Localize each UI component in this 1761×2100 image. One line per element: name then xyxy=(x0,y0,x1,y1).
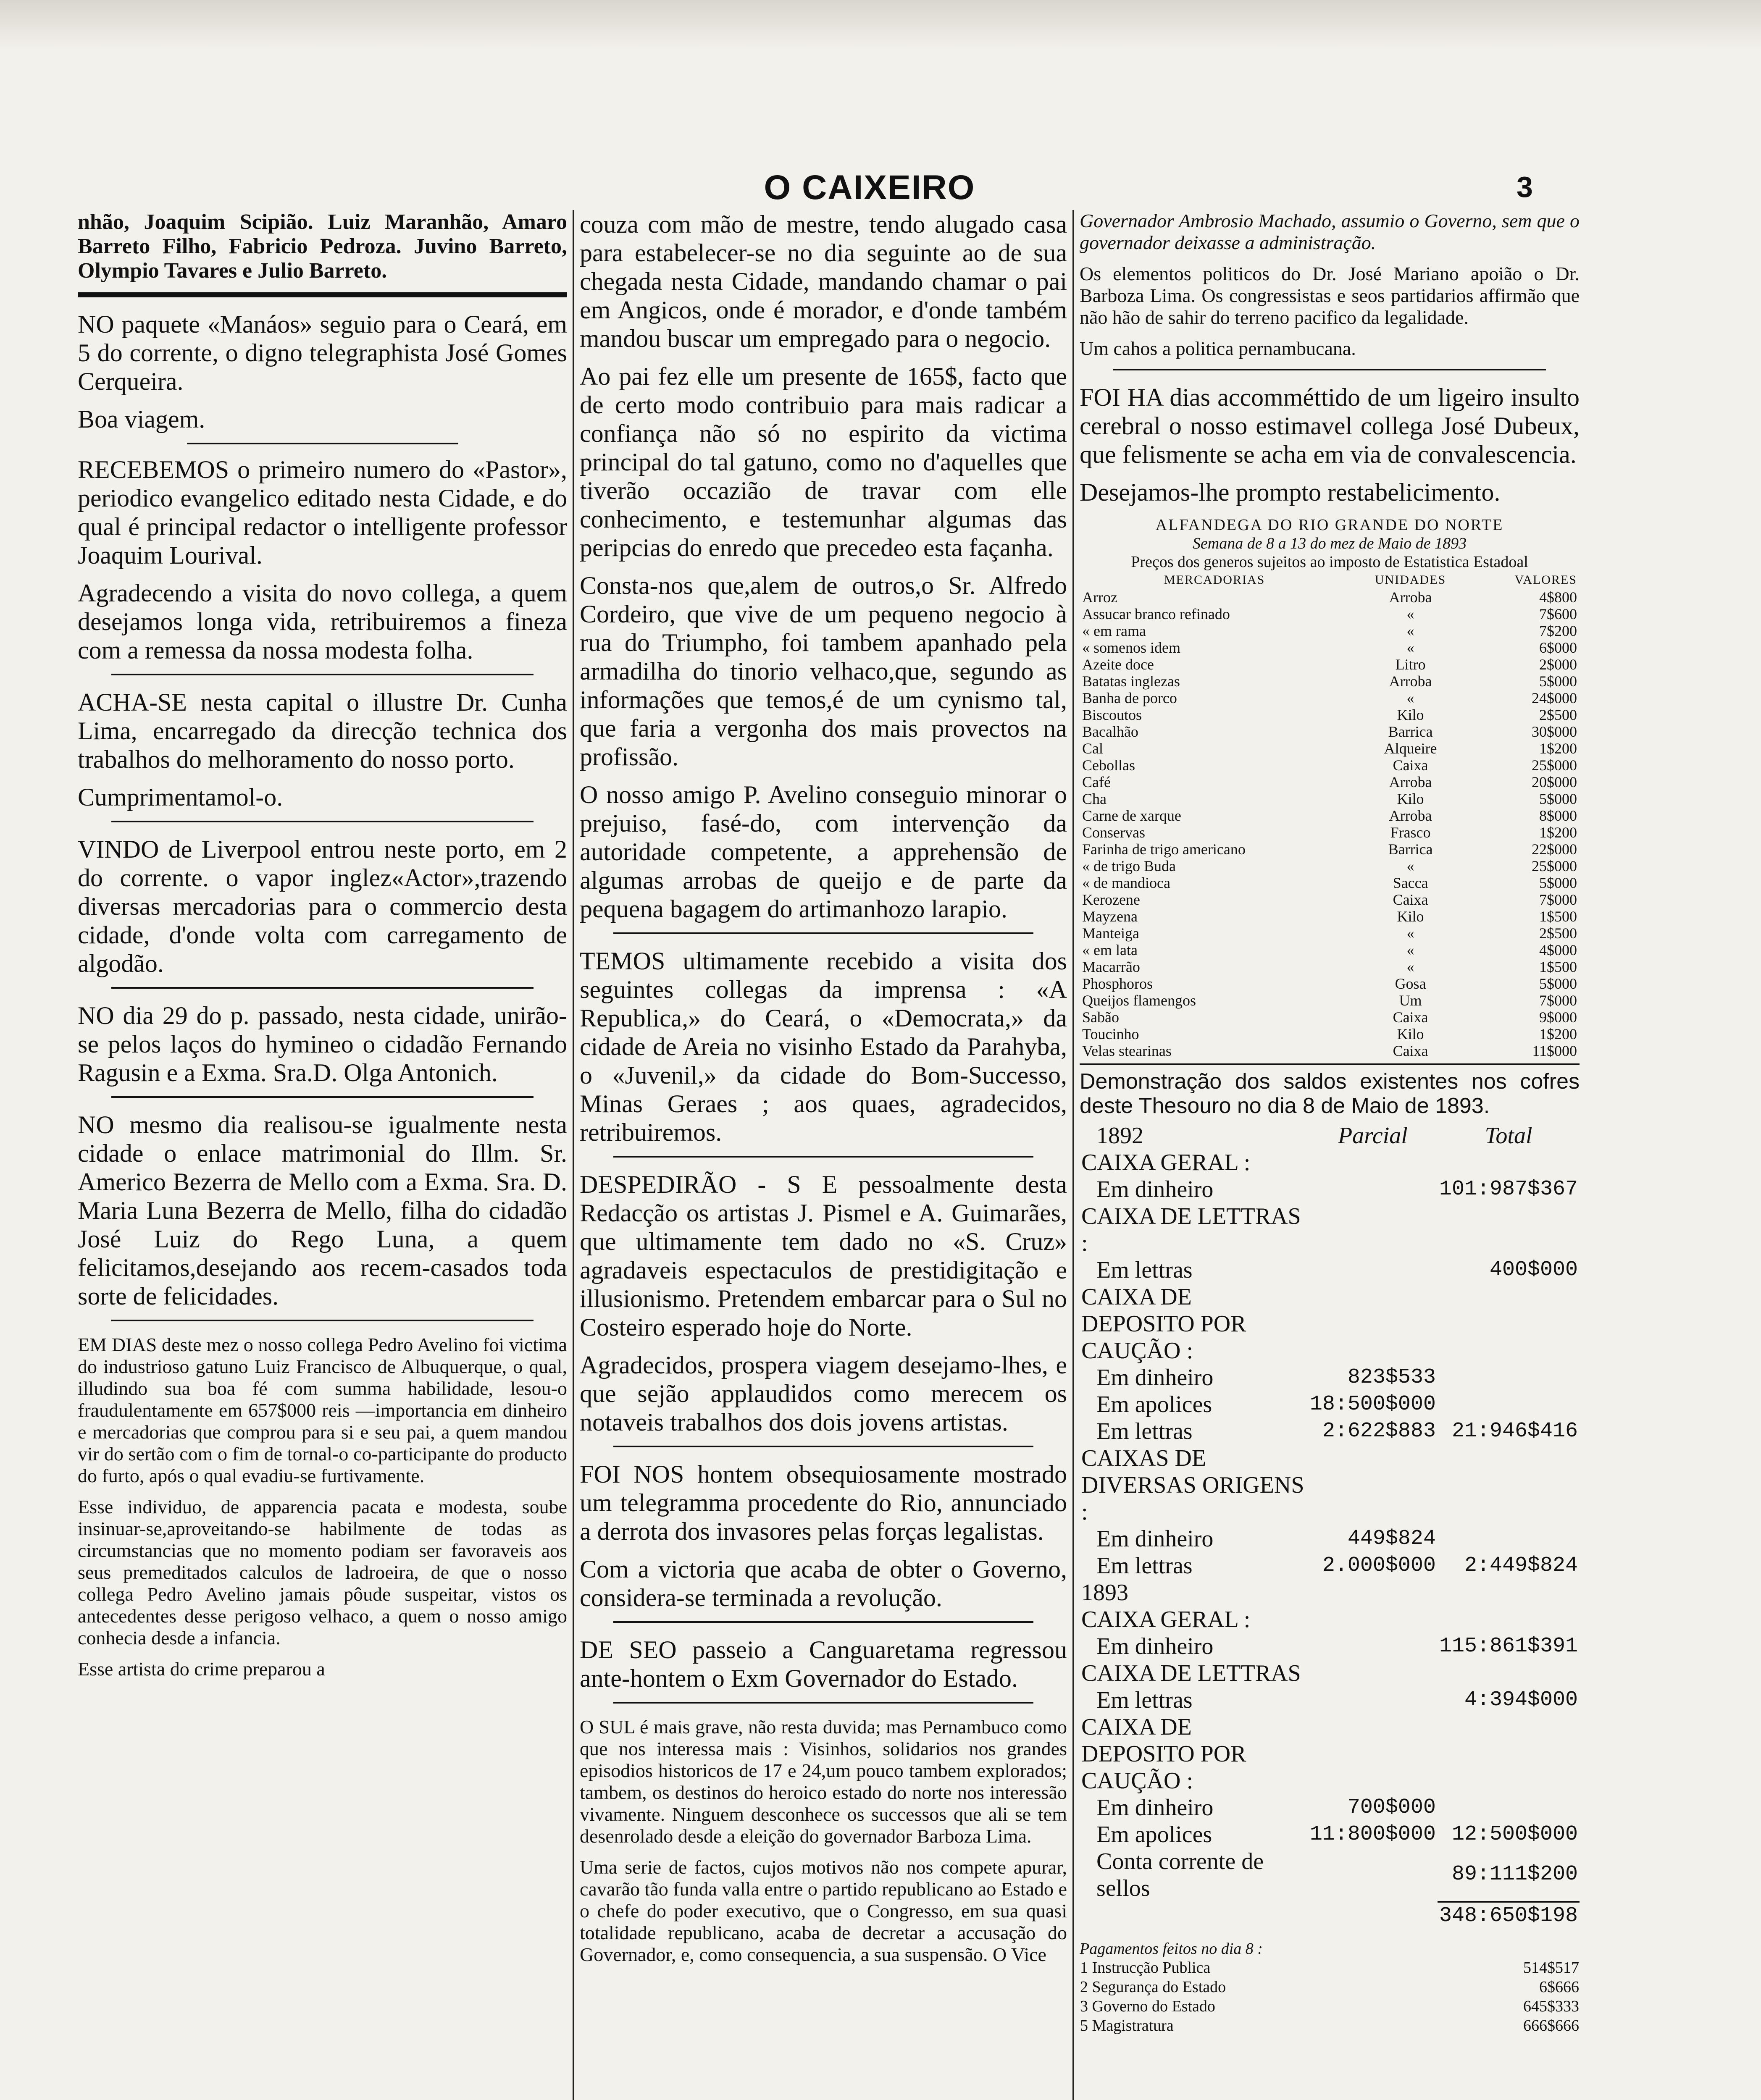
partial-value xyxy=(1308,1149,1438,1176)
unit-cell: Kilo xyxy=(1397,908,1424,925)
table-row xyxy=(1080,925,1580,942)
value-cell: 1$500 xyxy=(1539,958,1577,975)
account-line: Em dinheiro xyxy=(1096,1365,1214,1391)
total-value xyxy=(1438,1525,1580,1552)
unit-cell: Sacca xyxy=(1393,874,1428,891)
account-heading: CAIXA DE LETTRAS xyxy=(1081,1660,1301,1686)
value-cell: 25$000 xyxy=(1532,757,1577,774)
news-item: Os elementos politicos do Dr. José Mariano apoião o Dr. Barboza Lima. Os congressistas e seos partidarios affirmão que não hão de sahir do terreno pacifico da legalidade. xyxy=(1080,263,1580,328)
news-item: VINDO de Liverpool entrou neste porto, em 2 do corrente. o vapor inglez«Actor»,trazendo diversas mercadorias para o commercio desta cidade, d'onde volta com carregamento de algodão. xyxy=(78,835,567,977)
merchandise-cell: « de mandioca xyxy=(1082,874,1170,891)
table-row xyxy=(1080,824,1580,841)
unit-cell: Caixa xyxy=(1393,1009,1428,1026)
table-row xyxy=(1080,622,1580,639)
column-3 xyxy=(1080,210,1580,2100)
merchandise-cell: Farinha de trigo americano xyxy=(1082,841,1246,858)
news-item: O SUL é mais grave, não resta duvida; mas Pernambuco como que nos interessa mais : Visinhos, solidarios nos grandes episodios historicos de 17 e 24,um pouco tambem explorados; tambem, os destinos do heroico estado do norte nos interessão vivamente. Ninguem desconhece os successos que ali se tem desenrolado desde a eleição do governador Barboza Lima. xyxy=(580,1716,1067,1847)
table-row xyxy=(1080,1257,1580,1284)
table-row xyxy=(1080,1660,1580,1687)
unit-cell: Frasco xyxy=(1390,824,1431,841)
news-item: Esse individuo, de apparencia pacata e modesta, soube insinuar-se,aproveitando-se habilmente de todas as circumstancias que no momento podiam ser favoraveis aos seus premeditados calculos de ladroeira, de que o nosso collega Pedro Avelino jamais pôude suspeitar, vistos os antecedentes desse perigoso velhaco, a quem o nosso amigo conhecia desde a infancia. xyxy=(78,1496,567,1648)
news-item: Esse artista do crime preparou a xyxy=(78,1658,325,1680)
table-row xyxy=(1080,639,1580,656)
value-cell: 1$200 xyxy=(1539,824,1577,841)
table-row xyxy=(1080,1042,1580,1059)
unit-cell: Arroba xyxy=(1389,673,1432,690)
total-value: 4:394$000 xyxy=(1464,1688,1578,1712)
news-item: DE SEO passeio a Canguaretama regressou ante-hontem o Exm Governador do Estado. xyxy=(580,1636,1067,1692)
merchandise-cell: Biscoutos xyxy=(1082,706,1142,723)
value-cell: 7$000 xyxy=(1539,992,1577,1009)
grand-total: 348:650$198 xyxy=(1438,1902,1580,1929)
news-item: EM DIAS deste mez o nosso collega Pedro Avelino foi victima do industrioso gatuno Luiz Francisco de Albuquerque, o qual, illudindo sua boa fé com summa habilidade, lesou-o fraudulentamente em 657$000 reis —importancia em dinheiro e mercadorias que comprou para si e seu pai, a quem mandou vir do sertão com o fim de tornal-o co-participante do producto do furto, após o qual evadiu-se furtivamente. xyxy=(78,1334,567,1486)
small-print-article xyxy=(78,1334,567,1680)
unit-cell: Barrica xyxy=(1388,841,1433,858)
unit-cell: « xyxy=(1406,690,1414,706)
merchandise-cell: Conservas xyxy=(1082,824,1145,841)
table-row xyxy=(1080,1977,1580,1997)
year-label: 1892 xyxy=(1096,1123,1143,1149)
payment-label: 2 Segurança do Estado xyxy=(1080,1978,1226,1996)
value-cell: 24$000 xyxy=(1532,690,1577,706)
news-item: ACHA-SE nesta capital o illustre Dr. Cunha Lima, encarregado da direcção technica dos trabalhos do melhoramento do nosso porto. xyxy=(78,688,567,773)
partial-value xyxy=(1308,1660,1438,1687)
partial-value xyxy=(1308,1687,1438,1714)
table-row xyxy=(1080,1794,1580,1821)
merchandise-cell: « em rama xyxy=(1082,622,1146,639)
account-line: Em apolices xyxy=(1096,1822,1212,1848)
merchandise-cell: Bacalhão xyxy=(1082,723,1138,740)
total-value: 12:500$000 xyxy=(1451,1822,1578,1846)
merchandise-cell: Banha de porco xyxy=(1082,690,1177,706)
merchandise-cell: Cal xyxy=(1082,740,1103,757)
payment-value: 6$666 xyxy=(1539,1978,1579,1996)
account-line: Em lettras xyxy=(1096,1257,1193,1283)
news-item: Ao pai fez elle um presente de 165$, facto que de certo modo contribuio para mais radicar a confiança não só no espirito da victima principal do tal gatuno, como no d'aquelles que tiverão occazião de travar com elle conhecimento, e testemunhar algumas das peripcias do enredo que precedeo esta façanha. xyxy=(580,362,1067,562)
table-row xyxy=(1080,874,1580,891)
news-item: Consta-nos que,alem de outros,o Sr. Alfredo Cordeiro, que vive de um pequeno negocio à rua do Triumpho, foi tambem apanhado pela armadilha do tinorio velhaco,que, segundo as informações que temos,é de um cynismo tal, que faria a vergonha dos mais provectos na profissão. xyxy=(580,572,1067,771)
total-value: 2:449$824 xyxy=(1464,1554,1578,1578)
value-cell: 7$600 xyxy=(1539,606,1577,622)
merchandise-cell: Sabão xyxy=(1082,1009,1119,1026)
partial-value xyxy=(1308,1579,1438,1606)
value-cell: 7$200 xyxy=(1539,622,1577,639)
partial-value: 2:622$883 xyxy=(1322,1419,1436,1443)
total-value: 21:946$416 xyxy=(1451,1419,1578,1443)
table-row xyxy=(1080,1418,1580,1445)
account-line: Em apolices xyxy=(1096,1391,1212,1418)
unit-cell: Gosa xyxy=(1395,975,1426,992)
page-top-edge xyxy=(0,0,1761,50)
value-cell: 8$000 xyxy=(1539,807,1577,824)
account-heading: CAIXA GERAL : xyxy=(1081,1606,1251,1633)
table-row xyxy=(1080,975,1580,992)
news-item: NO mesmo dia realisou-se igualmente nesta cidade o enlace matrimonial do Illm. Sr. Americo Bezerra de Mello com a Exma. Sra. D. Maria Luna Bezerra de Mello, filha do cidadão José Luiz do Rego Luna, a quem felicitamos,desejando aos recem-casados toda sorte de felicidades. xyxy=(78,1111,567,1310)
balance-title: Demonstração dos saldos existentes nos cofres deste Thesouro no dia 8 de Maio de 1893. xyxy=(1080,1069,1580,1118)
column-header: Parcial xyxy=(1338,1123,1408,1149)
unit-cell: Kilo xyxy=(1397,706,1424,723)
newspaper-title: O CAIXEIRO xyxy=(764,168,975,207)
value-cell: 5$000 xyxy=(1539,673,1577,690)
value-cell: 9$000 xyxy=(1539,1009,1577,1026)
article-fragment: nhão, Joaquim Scipião. Luiz Maranhão, Amaro Barreto Filho, Fabricio Pedroza. Juvino Barreto, Olympio Tavares e Julio Barreto. xyxy=(78,210,567,283)
table-row xyxy=(1080,606,1580,622)
merchandise-cell: Toucinho xyxy=(1082,1026,1139,1042)
value-cell: 2$000 xyxy=(1539,656,1577,673)
news-item: Boa viagem. xyxy=(78,405,205,433)
account-heading: CAIXA DE DEPOSITO POR CAUÇÃO : xyxy=(1081,1284,1246,1364)
unit-cell: Litro xyxy=(1395,656,1426,673)
news-item: couza com mão de mestre, tendo alugado casa para estabelecer-se no dia seguinte ao de sua chegada nesta Cidade, mandando chamar o pai em Angicos, onde é morador, e d'onde também mandou buscar um empregado para o negocio. xyxy=(580,210,1067,352)
total-value xyxy=(1438,1606,1580,1633)
table-row xyxy=(1080,1714,1580,1794)
table-row xyxy=(1080,942,1580,958)
account-heading: CAIXA DE LETTRAS : xyxy=(1081,1203,1301,1256)
table-row xyxy=(1080,1009,1580,1026)
partial-value: 2.000$000 xyxy=(1322,1554,1436,1578)
payments-section xyxy=(1080,1940,1580,2035)
news-item: NO paquete «Manáos» seguio para o Ceará, em 5 do corrente, o digno telegraphista José Gomes Cerqueira. xyxy=(78,310,567,395)
unit-cell: Arroba xyxy=(1389,807,1432,824)
payments-table xyxy=(1080,1958,1580,2035)
column-2 xyxy=(580,210,1067,2100)
partial-value xyxy=(1308,1284,1438,1364)
table-row xyxy=(1080,908,1580,925)
merchandise-cell: Batatas inglezas xyxy=(1082,673,1180,690)
merchandise-cell: Café xyxy=(1082,774,1111,790)
merchandise-cell: Phosphoros xyxy=(1082,975,1153,992)
unit-cell: Barrica xyxy=(1388,723,1433,740)
table-row xyxy=(1080,1606,1580,1633)
divider xyxy=(1113,369,1546,370)
table-row xyxy=(1080,958,1580,975)
payment-value: 514$517 xyxy=(1523,1959,1579,1977)
partial-value xyxy=(1308,1714,1438,1794)
table-row xyxy=(1080,740,1580,757)
total-value: 400$000 xyxy=(1489,1258,1578,1282)
table-row xyxy=(1080,1364,1580,1391)
article-fragment: Governador Ambrosio Machado, assumio o Governo, sem que o governador deixasse a administração. xyxy=(1080,210,1580,253)
total-value xyxy=(1438,1579,1580,1606)
news-item: FOI HA dias accomméttido de um ligeiro insulto cerebral o nosso estimavel collega José Dubeux, que felismente se acha em via de convalescencia. xyxy=(1080,383,1580,468)
table-row xyxy=(1080,1176,1580,1203)
table-row xyxy=(1080,1579,1580,1606)
merchandise-cell: Queijos flamengos xyxy=(1082,992,1196,1009)
merchandise-cell: Carne de xarque xyxy=(1082,807,1181,824)
news-item: Uma serie de factos, cujos motivos não nos compete apurar, cavarão tão funda valla entre o partido republicano ao Estado e o chefe do poder executivo, que o Congresso, em sua quasi totalidade republicano, acaba de decretar a accusação do Governador, e, como consequencia, a sua suspensão. O Vice xyxy=(580,1856,1067,1965)
value-cell: 7$000 xyxy=(1539,891,1577,908)
value-cell: 11$000 xyxy=(1532,1042,1577,1059)
value-cell: 1$200 xyxy=(1539,1026,1577,1042)
unit-cell: Arroba xyxy=(1389,774,1432,790)
divider xyxy=(613,1156,1033,1158)
total-value: 101:987$367 xyxy=(1439,1177,1578,1201)
table-row xyxy=(1080,1821,1580,1848)
table-row xyxy=(1080,891,1580,908)
value-cell: 20$000 xyxy=(1532,774,1577,790)
partial-value xyxy=(1308,1445,1438,1525)
total-value: 115:861$391 xyxy=(1439,1634,1578,1658)
news-item: Um cahos a politica pernambucana. xyxy=(1080,338,1356,359)
payment-label: 3 Governo do Estado xyxy=(1080,1998,1215,2015)
balance-table xyxy=(1080,1122,1580,1929)
partial-value xyxy=(1308,1203,1438,1257)
total-value xyxy=(1438,1794,1580,1821)
table-row xyxy=(1080,690,1580,706)
news-item: O nosso amigo P. Avelino conseguio minorar o prejuiso, fasé-do, com intervenção da autoridade competente, a apprehensão de algumas arrobas de queijo e de parte da pequena bagagem do artimanhozo larapio. xyxy=(580,781,1067,923)
price-table xyxy=(1080,571,1580,1059)
account-heading: CAIXA DE DEPOSITO POR CAUÇÃO : xyxy=(1081,1714,1246,1794)
divider xyxy=(1080,1063,1580,1065)
table-caption: Preços dos generos sujeitos ao imposto de Estatistica Estadoal xyxy=(1131,553,1528,571)
value-cell: 5$000 xyxy=(1539,975,1577,992)
unit-cell: « xyxy=(1406,925,1414,942)
column-header: Total xyxy=(1485,1123,1532,1149)
small-print-article xyxy=(580,1716,1067,1966)
unit-cell: Kilo xyxy=(1397,1026,1424,1042)
table-row xyxy=(1080,589,1580,606)
table-row xyxy=(1080,1149,1580,1176)
page-number: 3 xyxy=(1517,171,1533,203)
table-row xyxy=(1080,1445,1580,1525)
table-row xyxy=(1080,790,1580,807)
table-row xyxy=(1080,1026,1580,1042)
partial-value xyxy=(1308,1633,1438,1660)
unit-cell: Caixa xyxy=(1393,891,1428,908)
table-row xyxy=(1080,1958,1580,1977)
merchandise-cell: Arroz xyxy=(1082,589,1117,606)
table-row xyxy=(1080,1997,1580,2016)
partial-value: 449$824 xyxy=(1347,1527,1436,1551)
payment-label: 1 Instrucção Publica xyxy=(1080,1959,1211,1977)
table-row xyxy=(1080,1391,1580,1418)
table-row xyxy=(1080,807,1580,824)
value-cell: 4$000 xyxy=(1539,942,1577,958)
account-line: Em dinheiro xyxy=(1096,1633,1214,1659)
account-heading: 1893 xyxy=(1081,1580,1128,1606)
account-line: Em lettras xyxy=(1096,1687,1193,1713)
divider xyxy=(111,821,534,822)
partial-value xyxy=(1308,1848,1438,1902)
divider xyxy=(613,1446,1033,1447)
news-item: Com a victoria que acaba de obter o Governo, considera-se terminada a revolução. xyxy=(580,1555,1067,1612)
total-value xyxy=(1438,1714,1580,1794)
table-subtitle: Semana de 8 a 13 do mez de Maio de 1893 xyxy=(1192,535,1467,552)
unit-cell: Caixa xyxy=(1393,1042,1428,1059)
account-line: Em dinheiro xyxy=(1096,1176,1214,1202)
divider xyxy=(187,443,458,444)
unit-cell: « xyxy=(1406,858,1414,874)
unit-cell: « xyxy=(1406,622,1414,639)
partial-value: 700$000 xyxy=(1347,1796,1436,1819)
payment-value: 645$333 xyxy=(1523,1998,1579,2015)
table-row xyxy=(1080,2016,1580,2035)
total-value xyxy=(1438,1660,1580,1687)
unit-cell: « xyxy=(1406,942,1414,958)
total-value xyxy=(1438,1149,1580,1176)
merchandise-cell: Mayzena xyxy=(1082,908,1138,925)
column-header: UNIDADES xyxy=(1375,573,1446,587)
divider xyxy=(78,292,567,297)
unit-cell: « xyxy=(1406,606,1414,622)
table-row xyxy=(1080,706,1580,723)
table-row xyxy=(1080,1848,1580,1902)
merchandise-cell: Manteiga xyxy=(1082,925,1139,942)
merchandise-cell: « em lata xyxy=(1082,942,1138,958)
merchandise-cell: Azeite doce xyxy=(1082,656,1154,673)
news-item: Agradecendo a visita do novo collega, a quem desejamos longa vida, retribuiremos a fineza com a remessa da nossa modesta folha. xyxy=(78,579,567,664)
total-value xyxy=(1438,1203,1580,1257)
news-item: DESPEDIRÃO - S E pessoalmente desta Redacção os artistas J. Pismel e A. Guimarães, que ultimamente tem dado no «S. Cruz» agradaveis espectaculos de prestidigitação e illusionismo. Pretendem embarcar para o Sul no Costeiro esperado hoje do Norte. xyxy=(580,1171,1067,1341)
account-line: Em lettras xyxy=(1096,1418,1193,1444)
divider xyxy=(613,932,1033,934)
unit-cell: Alqueire xyxy=(1384,740,1437,757)
value-cell: 5$000 xyxy=(1539,790,1577,807)
account-line: Em dinheiro xyxy=(1096,1526,1214,1552)
payment-label: 5 Magistratura xyxy=(1080,2017,1174,2034)
news-item: FOI NOS hontem obsequiosamente mostrado um telegramma procedente do Rio, annunciado a derrota dos invasores pelas forças legalistas. xyxy=(580,1460,1067,1545)
value-cell: 22$000 xyxy=(1532,841,1577,858)
customs-price-table xyxy=(1080,516,1580,1059)
table-row xyxy=(1080,1633,1580,1660)
payments-title: Pagamentos feitos no dia 8 : xyxy=(1080,1940,1263,1958)
merchandise-cell: Macarrão xyxy=(1082,958,1140,975)
value-cell: 4$800 xyxy=(1539,589,1577,606)
merchandise-cell: « somenos idem xyxy=(1082,639,1180,656)
value-cell: 30$000 xyxy=(1532,723,1577,740)
table-row xyxy=(1080,757,1580,774)
payment-value: 666$666 xyxy=(1523,2017,1579,2034)
news-item: Cumprimentamol-o. xyxy=(78,783,283,811)
news-item: NO dia 29 do p. passado, nesta cidade, unirão-se pelos laços do hymineo o cidadão Fernando Ragusin e a Exma. Sra.D. Olga Antonich. xyxy=(78,1002,567,1087)
value-cell: 1$500 xyxy=(1539,908,1577,925)
account-heading: CAIXAS DE DIVERSAS ORIGENS : xyxy=(1081,1445,1304,1525)
divider xyxy=(613,1621,1033,1623)
divider xyxy=(111,1320,534,1321)
value-cell: 1$200 xyxy=(1539,740,1577,757)
column-rule xyxy=(573,210,574,2100)
partial-value xyxy=(1308,1176,1438,1203)
partial-value: 823$533 xyxy=(1347,1365,1436,1389)
table-row xyxy=(1080,1552,1580,1579)
merchandise-cell: « de trigo Buda xyxy=(1082,858,1176,874)
total-value xyxy=(1438,1364,1580,1391)
column-header: VALORES xyxy=(1514,573,1577,587)
news-item: Desejamos-lhe prompto restabelicimento. xyxy=(1080,478,1501,506)
column-rule xyxy=(1072,210,1074,2100)
divider xyxy=(111,987,534,989)
value-cell: 2$500 xyxy=(1539,706,1577,723)
divider xyxy=(613,1702,1033,1704)
merchandise-cell: Assucar branco refinado xyxy=(1082,606,1230,622)
merchandise-cell: Kerozene xyxy=(1082,891,1140,908)
table-row xyxy=(1080,1284,1580,1364)
total-value xyxy=(1438,1391,1580,1418)
value-cell: 2$500 xyxy=(1539,925,1577,942)
news-item: Agradecidos, prospera viagem desejamo-lhes, e que sejão applaudidos como merecem os notaveis trabalhos dos dois jovens artistas. xyxy=(580,1351,1067,1436)
divider xyxy=(111,1096,534,1098)
table-title: ALFANDEGA DO RIO GRANDE DO NORTE xyxy=(1155,516,1504,534)
value-cell: 5$000 xyxy=(1539,874,1577,891)
divider xyxy=(111,674,534,675)
table-row xyxy=(1080,858,1580,874)
account-heading: CAIXA GERAL : xyxy=(1081,1150,1251,1176)
merchandise-cell: Cha xyxy=(1082,790,1107,807)
value-cell: 25$000 xyxy=(1532,858,1577,874)
partial-value: 18:500$000 xyxy=(1309,1392,1436,1416)
news-item: TEMOS ultimamente recebido a visita dos seguintes collegas da imprensa : «A Republica,» do Ceará, o «Democrata,» da cidade de Areia no visinho Estado da Parahyba, o «Juvenil,» da cidade do Bom-Successo, Minas Geraes ; aos quaes, agradecidos, retribuiremos. xyxy=(580,947,1067,1146)
table-row xyxy=(1080,723,1580,740)
unit-cell: Arroba xyxy=(1389,589,1432,606)
table-row xyxy=(1080,656,1580,673)
unit-cell: « xyxy=(1406,639,1414,656)
partial-value xyxy=(1308,1257,1438,1284)
merchandise-cell: Velas stearinas xyxy=(1082,1042,1172,1059)
total-value xyxy=(1438,1445,1580,1525)
account-line: Em dinheiro xyxy=(1096,1795,1214,1821)
column-1 xyxy=(78,210,567,2100)
account-line: Conta corrente de sellos xyxy=(1096,1848,1264,1901)
table-row xyxy=(1080,841,1580,858)
total-value: 89:111$200 xyxy=(1451,1862,1578,1886)
unit-cell: Um xyxy=(1399,992,1422,1009)
value-cell: 6$000 xyxy=(1539,639,1577,656)
news-item: RECEBEMOS o primeiro numero do «Pastor», periodico evangelico editado nesta Cidade, e do qual é principal redactor o intelligente professor Joaquim Lourival. xyxy=(78,456,567,569)
table-row xyxy=(1080,774,1580,790)
table-row xyxy=(1080,1203,1580,1257)
merchandise-cell: Cebollas xyxy=(1082,757,1135,774)
account-line: Em lettras xyxy=(1096,1553,1193,1579)
partial-value xyxy=(1308,1606,1438,1633)
unit-cell: Caixa xyxy=(1393,757,1428,774)
table-row xyxy=(1080,1525,1580,1552)
unit-cell: « xyxy=(1406,958,1414,975)
total-value xyxy=(1438,1284,1580,1364)
table-row xyxy=(1080,673,1580,690)
partial-value: 11:800$000 xyxy=(1309,1822,1436,1846)
table-row xyxy=(1080,992,1580,1009)
table-row xyxy=(1080,1687,1580,1714)
unit-cell: Kilo xyxy=(1397,790,1424,807)
column-header: MERCADORIAS xyxy=(1164,573,1265,587)
